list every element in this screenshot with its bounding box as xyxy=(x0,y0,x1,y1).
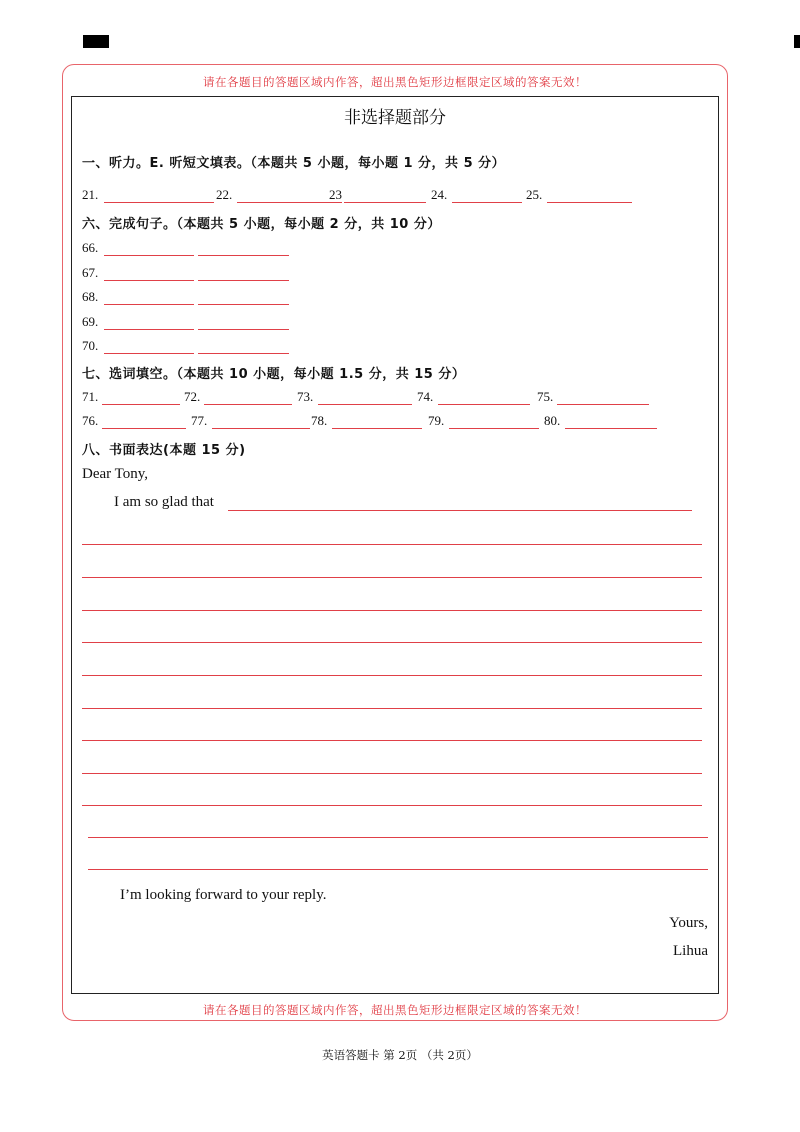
label-66: 66. xyxy=(82,240,99,255)
answer-blank-80[interactable] xyxy=(565,428,657,429)
answer-blank-71[interactable] xyxy=(102,404,180,405)
warning-bottom: 请在各题目的答题区域内作答，超出黑色矩形边框限定区域的答案无效！ xyxy=(203,1003,587,1017)
label-24: 24. xyxy=(431,187,448,202)
writing-line[interactable] xyxy=(82,773,702,774)
writing-line[interactable] xyxy=(82,675,702,676)
label-80: 80. xyxy=(544,413,561,428)
writing-line[interactable] xyxy=(82,544,702,545)
answer-blank-76[interactable] xyxy=(102,428,186,429)
label-76: 76. xyxy=(82,413,99,428)
answer-blank-25[interactable] xyxy=(547,202,632,203)
answer-blank-23[interactable] xyxy=(344,202,426,203)
answer-blank-68a[interactable] xyxy=(104,304,194,305)
letter-signature: Lihua xyxy=(673,943,708,959)
label-73: 73. xyxy=(297,389,314,404)
letter-signoff: Yours, xyxy=(669,915,708,931)
alignment-mark-left xyxy=(83,35,109,48)
writing-line[interactable] xyxy=(82,805,702,806)
answer-blank-21[interactable] xyxy=(104,202,214,203)
label-22: 22. xyxy=(216,187,233,202)
answer-blank-74[interactable] xyxy=(438,404,530,405)
label-71: 71. xyxy=(82,389,99,404)
answer-blank-70a[interactable] xyxy=(104,353,194,354)
writing-line[interactable] xyxy=(82,740,702,741)
alignment-mark-right xyxy=(794,35,800,48)
answer-blank-79[interactable] xyxy=(449,428,539,429)
label-25: 25. xyxy=(526,187,543,202)
writing-line[interactable] xyxy=(82,610,702,611)
label-75: 75. xyxy=(537,389,554,404)
label-72: 72. xyxy=(184,389,201,404)
answer-blank-66a[interactable] xyxy=(104,255,194,256)
letter-greeting: Dear Tony, xyxy=(82,466,149,482)
section6-heading: 六、完成句子。（本题共 5 小题，每小题 2 分，共 10 分） xyxy=(82,217,441,232)
answer-blank-67a[interactable] xyxy=(104,280,194,281)
answer-blank-78[interactable] xyxy=(332,428,422,429)
answer-blank-70b[interactable] xyxy=(198,353,289,354)
label-77: 77. xyxy=(191,413,208,428)
answer-blank-69a[interactable] xyxy=(104,329,194,330)
letter-closing-line: I’m looking forward to your reply. xyxy=(120,887,327,903)
answer-blank-24[interactable] xyxy=(452,202,522,203)
writing-line[interactable] xyxy=(82,577,702,578)
label-69: 69. xyxy=(82,314,99,329)
label-79: 79. xyxy=(428,413,445,428)
label-23: 23 xyxy=(329,187,342,202)
letter-opening: I am so glad that xyxy=(114,494,214,510)
writing-line[interactable] xyxy=(82,642,702,643)
answer-blank-69b[interactable] xyxy=(198,329,289,330)
writing-line-first[interactable] xyxy=(228,510,692,511)
answer-blank-67b[interactable] xyxy=(198,280,289,281)
answer-blank-72[interactable] xyxy=(204,404,292,405)
label-21: 21. xyxy=(82,187,99,202)
label-67: 67. xyxy=(82,265,99,280)
section7-heading: 七、选词填空。（本题共 10 小题，每小题 1.5 分，共 15 分） xyxy=(82,367,466,382)
answer-blank-75[interactable] xyxy=(557,404,649,405)
page-title: 非选择题部分 xyxy=(344,108,446,128)
warning-top: 请在各题目的答题区域内作答，超出黑色矩形边框限定区域的答案无效！ xyxy=(203,75,587,89)
label-68: 68. xyxy=(82,289,99,304)
answer-blank-66b[interactable] xyxy=(198,255,289,256)
section1-heading: 一、听力。E. 听短文填表。（本题共 5 小题，每小题 1 分，共 5 分） xyxy=(82,156,506,171)
answer-blank-22[interactable] xyxy=(237,202,342,203)
label-74: 74. xyxy=(417,389,434,404)
answer-blank-73[interactable] xyxy=(318,404,412,405)
section8-heading: 八、书面表达(本题 15 分) xyxy=(82,443,246,458)
label-78: 78. xyxy=(311,413,328,428)
label-70: 70. xyxy=(82,338,99,353)
page-footer: 英语答题卡 第 2页 （共 2页） xyxy=(322,1048,478,1062)
answer-blank-77[interactable] xyxy=(212,428,310,429)
answer-blank-68b[interactable] xyxy=(198,304,289,305)
writing-line[interactable] xyxy=(88,837,708,838)
writing-line[interactable] xyxy=(88,869,708,870)
writing-line[interactable] xyxy=(82,708,702,709)
